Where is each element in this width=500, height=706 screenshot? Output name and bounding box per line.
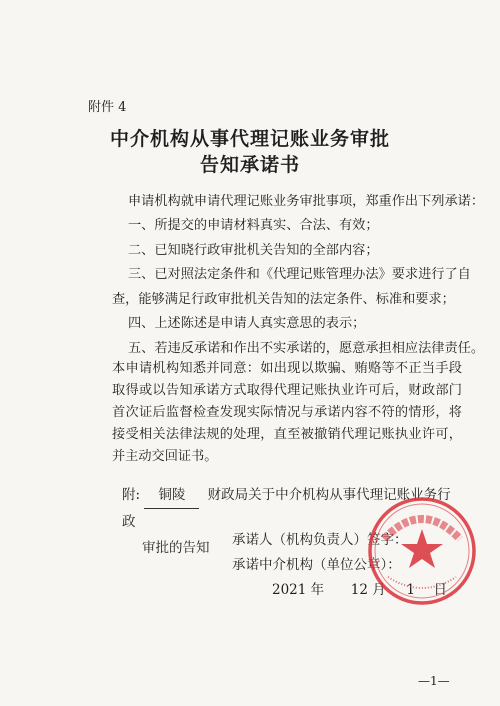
consent-paragraph: 本申请机构知悉并同意：如出现以欺骗、贿赂等不正当手段取得或以告知承诺方式取得代理记账执业许可后，财政部门首次证后监督检查发现实际情况与承诺内容不符的情形，将接受相关法律法规的处理，直至被撤销代理记账执业许可，并主动交回证书。: [112, 361, 462, 464]
commitment-item-1: 一、所提交的申请材料真实、合法、有效；: [128, 218, 379, 233]
official-seal-stamp: [366, 495, 478, 607]
page-number: —1—: [418, 674, 450, 688]
document-title-line1: 中介机构从事代理记账业务审批: [109, 128, 390, 150]
document-title-line2: 告知承诺书: [199, 154, 300, 176]
signature-agency: 承诺中介机构（单位公章）：: [232, 557, 401, 573]
annex-label: 附件 4: [88, 100, 127, 115]
commitment-item-2: 二、已知晓行政审批机关告知的全部内容；: [128, 243, 379, 258]
commitment-item-4: 四、上述陈述是申请人真实意思的表示；: [128, 316, 366, 331]
attachment-line2: 审批的告知: [142, 540, 210, 556]
attachment-prefix: 附:: [122, 487, 141, 503]
date-year: 2021 年: [272, 582, 325, 598]
commitment-item-5: 五、若违反承诺和作出不实承诺的，愿意承担相应法律责任。: [128, 341, 485, 356]
commitment-item-3: 三、已对照法定条件和《代理记账管理办法》要求进行了自: [128, 267, 471, 282]
intro-paragraph: 申请机构就申请代理记账业务审批事项，郑重作出下列承诺：: [128, 194, 485, 209]
commitment-item-3-cont: 查，能够满足行政审批机关告知的法定条件、标准和要求；: [112, 292, 455, 307]
signature-person: 承诺人（机构负责人）签字：: [232, 532, 408, 548]
date-day: 1: [406, 582, 415, 598]
attachment-line1: 财政局关于中介机构从事代理记账业务行政: [122, 487, 451, 530]
date-day-unit: 日: [433, 582, 448, 598]
attachment-city: 铜陵: [144, 482, 199, 509]
date-month: 12 月: [350, 582, 386, 598]
